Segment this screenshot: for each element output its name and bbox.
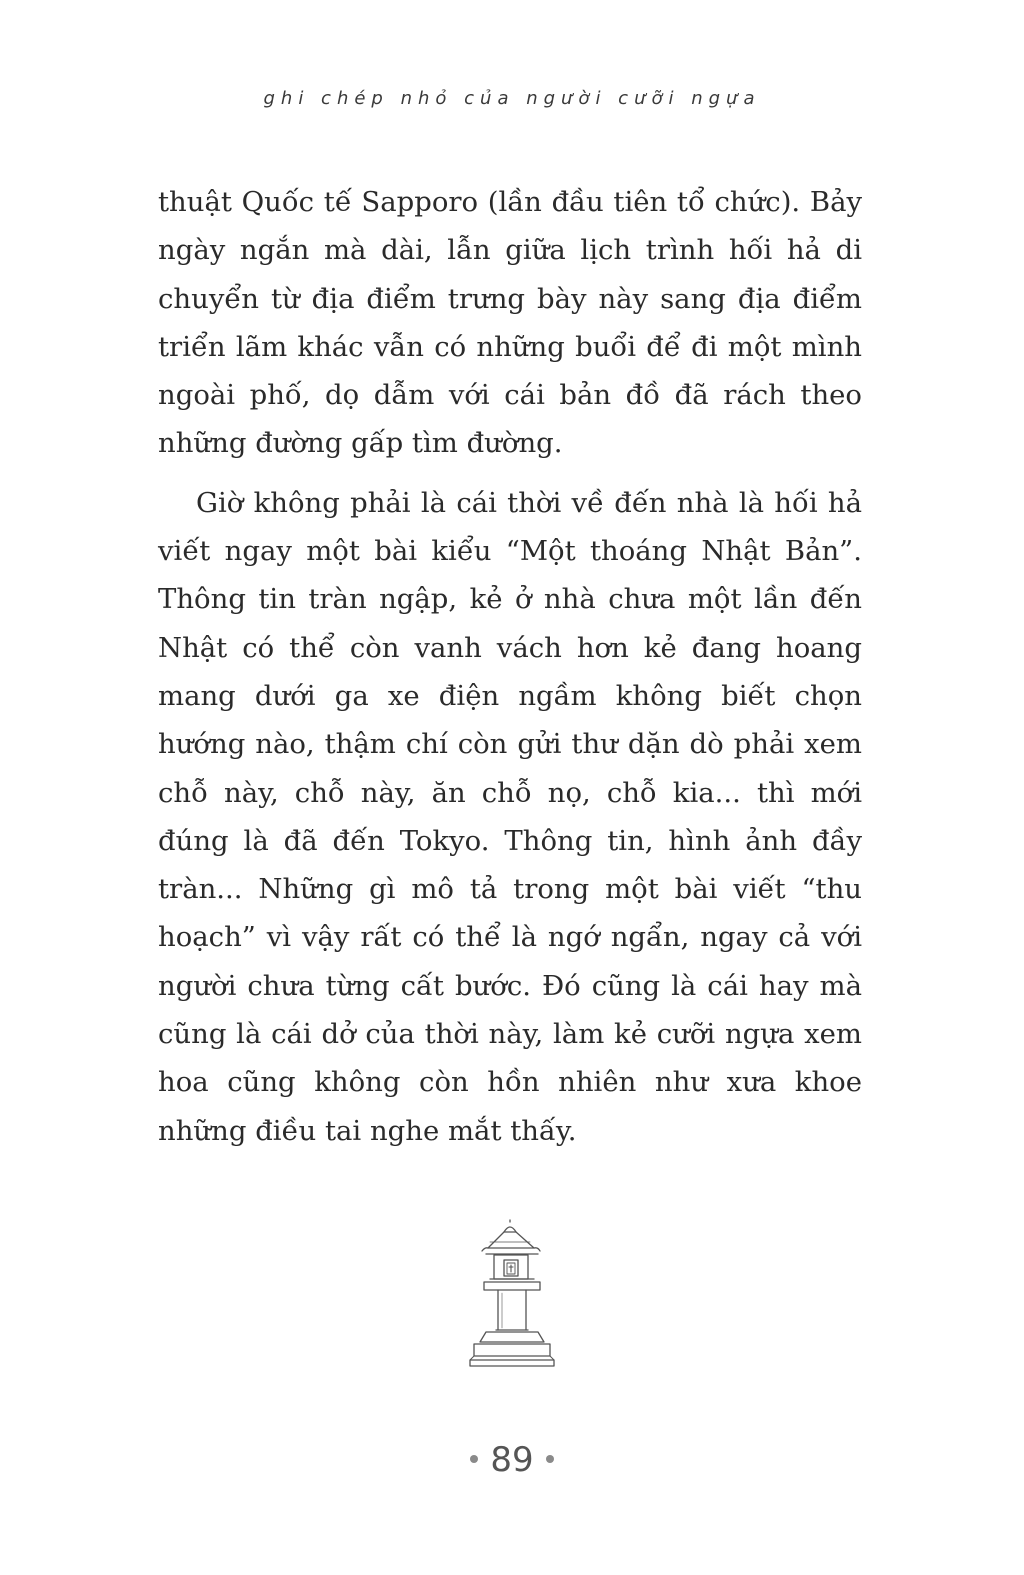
paragraph-1: thuật Quốc tế Sapporo (lần đầu tiên tổ chức). Bảy ngày ngắn mà dài, lẫn giữa lịch trình hối hả di chuyển từ địa điểm trưng bày này sang địa điểm triển lãm khác vẫn có những buổi để đi một mình ngoài phố, dọ dẫm với cái bản đồ đã rách theo những đường gấp tìm đường.: [158, 186, 862, 460]
paragraph-2: Giờ không phải là cái thời về đến nhà là hối hả viết ngay một bài kiểu “Một thoáng Nhật Bản”. Thông tin tràn ngập, kẻ ở nhà chưa một lần đến Nhật có thể còn vanh vách hơn kẻ đang hoang mang dưới ga xe điện ngầm không biết chọn hướng nào, thậm chí còn gửi thư dặn dò phải xem chỗ này, chỗ này, ăn chỗ nọ, chỗ kia... thì mới đúng là đã đến Tokyo. Thông tin, hình ảnh đầy tràn... Những gì mô tả trong một bài viết “thu hoạch” vì vậy rất có thể là ngớ ngẩn, ngay cả với người chưa từng cất bước. Đó cũng là cái hay mà cũng là cái dở của thời này, làm kẻ cưỡi ngựa xem hoa cũng không còn hồn nhiên như xưa khoe những điều tai nghe mắt thấy.: [158, 486, 862, 1147]
stone-lantern-icon: [460, 1218, 560, 1373]
body-text: [158, 178, 862, 1155]
bullet-dot-left: [470, 1455, 478, 1463]
bullet-dot-right: [546, 1455, 554, 1463]
page-number-value: 89: [490, 1440, 534, 1480]
running-header: ghi chép nhỏ của người cưỡi ngựa: [263, 88, 761, 109]
page-number: [0, 1440, 1024, 1480]
